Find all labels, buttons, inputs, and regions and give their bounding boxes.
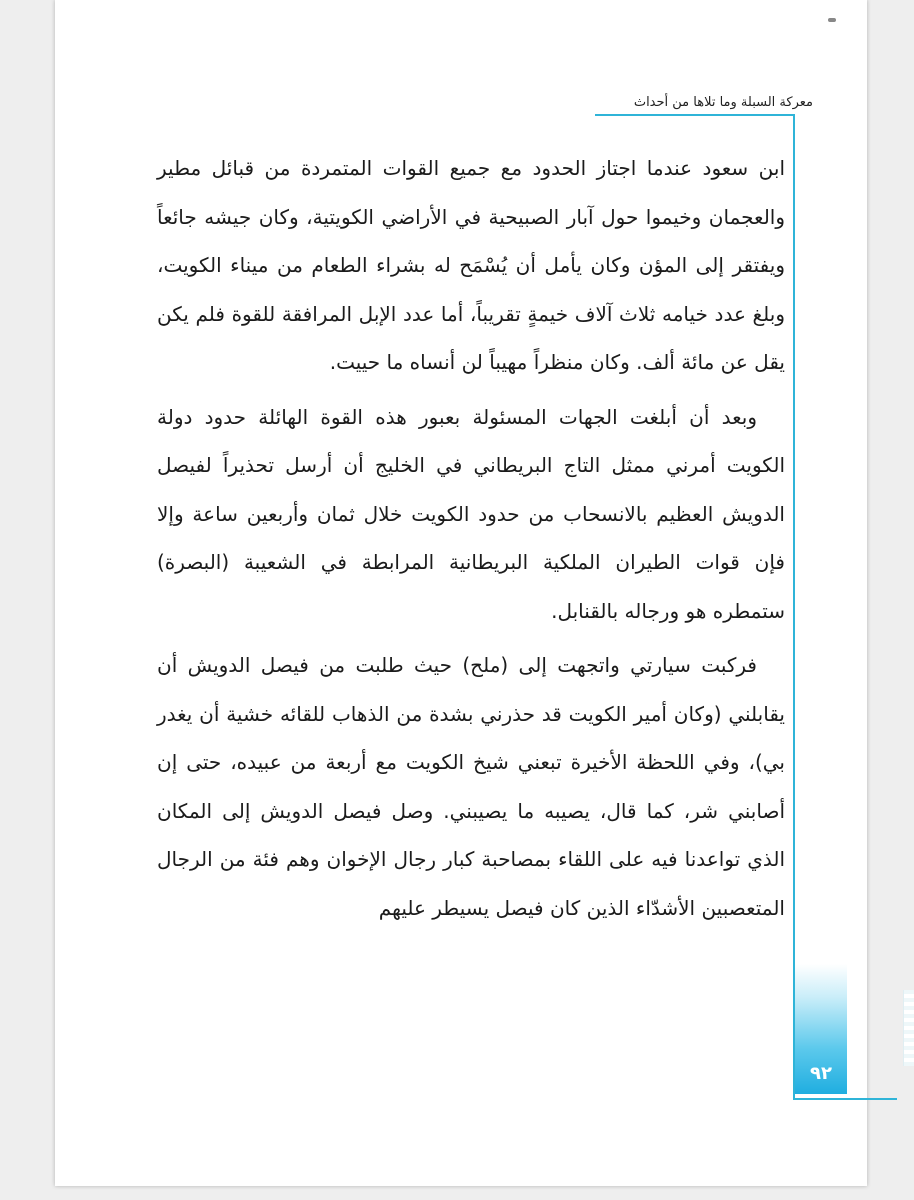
book-page	[55, 0, 867, 1186]
header-rule	[595, 114, 793, 116]
paragraph: ابن سعود عندما اجتاز الحدود مع جميع القوات المتمردة من قبائل مطير والعجمان وخيموا حول آبار الصبيحية في الأراضي الكويتية، وكان جيشه جائعاً ويفتقر إلى المؤن وكان يأمل أن يُسْمَح له بشراء الطعام من ميناء الكويت، وبلغ عدد خيامه ثلاث آلاف خيمةٍ تقريباً، أما عدد الإبل المرافقة للقوة فلم يكن يقل عن مائة ألف. وكان منظراً مهيباً لن أنساه ما حييت.	[157, 156, 785, 374]
page-frame-rule	[793, 114, 795, 1100]
paragraph: فركبت سيارتي واتجهت إلى (ملح) حيث طلبت من فيصل الدويش أن يقابلني (وكان أمير الكويت قد حذرني بشدة من الذهاب للقائه خشية أن يغدر بي)، وفي اللحظة الأخيرة تبعني شيخ الكويت مع أربعة من عبيده، حتى إن أصابني شر، كما قال، يصيبه ما يصيبني. وصل فيصل الدويش إلى المكان الذي تواعدنا فيه على اللقاء بمصاحبة كبار رجال الإخوان وهم فئة من الرجال المتعصبين الأشدّاء الذين كان فيصل يسيطر عليهم	[157, 653, 785, 920]
running-header: معركة السبلة وما تلاها من أحداث	[633, 95, 813, 110]
page-corner-mark	[828, 18, 836, 22]
side-bleed-through	[903, 990, 914, 1066]
footer-rule	[793, 1098, 897, 1100]
paragraph: وبعد أن أبلغت الجهات المسئولة بعبور هذه القوة الهائلة حدود دولة الكويت أمرني ممثل التاج البريطاني في الخليج أن أرسل تحذيراً لفيصل الدويش العظيم بالانسحاب من حدود الكويت خلال ثمان وأربعين ساعة وإلا فإن قوات الطيران الملكية البريطانية المرابطة في الشعيبة (البصرة) ستمطره هو ورجاله بالقنابل.	[157, 404, 785, 623]
page-number: ٩٢	[810, 1063, 832, 1084]
body-text	[157, 144, 785, 932]
